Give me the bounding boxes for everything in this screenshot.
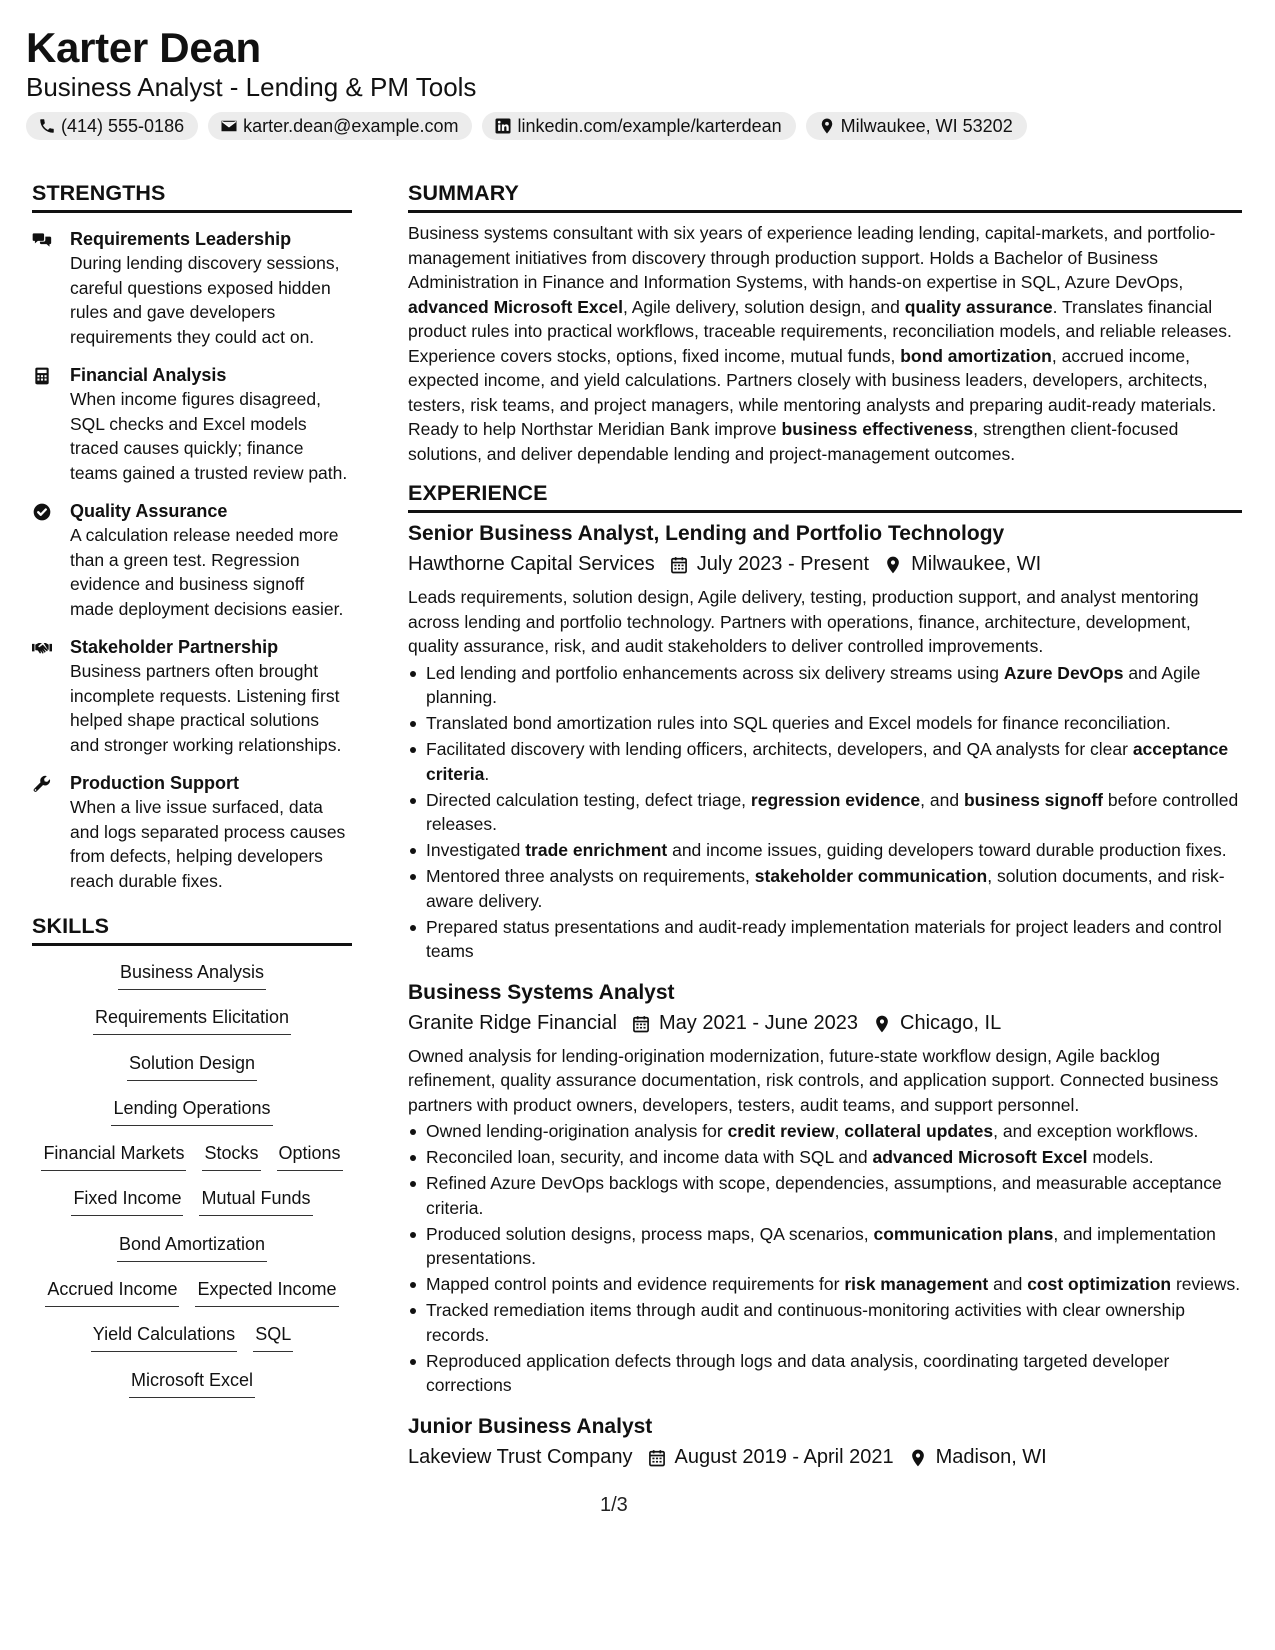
strength-desc: When income figures disagreed, SQL checks and Excel models traced causes quickly; finance teams gained a trusted review path. (70, 389, 348, 483)
candidate-name: Karter Dean (26, 24, 261, 71)
summary-heading: SUMMARY (408, 178, 1242, 213)
check-circle-icon (32, 502, 52, 522)
strength-desc: When a live issue surfaced, data and logs separated process causes from defects, helping developers reach durable fixes. (70, 797, 346, 891)
strengths-heading: STRENGTHS (32, 178, 352, 213)
bold-keyword: trade enrichment (525, 840, 668, 860)
skill-row (32, 1186, 352, 1231)
bullet-item: Reproduced application defects through logs and data analysis, coordinating targeted developer corrections (408, 1349, 1242, 1398)
strength-desc: A calculation release needed more than a green test. Regression evidence and business signoff made deployment decisions easier. (70, 525, 344, 619)
bold-keyword: communication plans (873, 1223, 1054, 1244)
strength-desc: Business partners often brought incomplete requests. Listening first helped shape practical solutions and stronger working relationships. (70, 661, 342, 755)
bullet-item: Translated bond amortization rules into SQL queries and Excel models for finance reconciliation. (408, 711, 1242, 736)
job-title: Senior Business Analyst, Lending and Portfolio Technology (408, 522, 1005, 545)
bullet-item: Directed calculation testing, defect triage, regression evidence, and business signoff before controlled releases. (408, 788, 1242, 837)
left-column (32, 178, 352, 1413)
bold-keyword: quality assurance (904, 296, 1053, 317)
experience-heading: EXPERIENCE (408, 478, 1242, 513)
bold-keyword: regression evidence (750, 789, 921, 810)
bold-keyword: stakeholder communication (754, 866, 988, 886)
bold-keyword: bond amortization (900, 345, 1052, 366)
bullet-item: Owned lending-origination analysis for credit review, collateral updates, and exception workflows. (408, 1119, 1242, 1144)
skill-row (32, 1141, 352, 1186)
map-pin-icon (818, 117, 836, 135)
email-text: karter.dean@example.com (243, 115, 459, 136)
contact-email[interactable] (208, 112, 472, 140)
job-location: Madison, WI (935, 1445, 1047, 1468)
bullet-item: Led lending and portfolio enhancements across six delivery streams using Azure DevOps and Agile planning. (408, 661, 1242, 710)
calendar-icon (631, 1013, 651, 1033)
strength-item (32, 227, 352, 349)
skills-list (32, 960, 352, 1413)
bullet-item: Reconciled loan, security, and income data with SQL and advanced Microsoft Excel models. (408, 1145, 1242, 1170)
bold-keyword: advanced Microsoft Excel (872, 1147, 1088, 1167)
bold-keyword: Azure DevOps (1003, 662, 1124, 683)
job-bullets (408, 1119, 1242, 1398)
skill-row (32, 1277, 352, 1322)
skill-tag: Solution Design (127, 1051, 257, 1081)
strength-title: Production Support (70, 773, 239, 793)
job-entry (408, 1412, 1242, 1472)
bullet-item: Investigated trade enrichment and income issues, guiding developers toward durable production fixes. (408, 838, 1242, 863)
strength-desc: During lending discovery sessions, careful questions exposed hidden rules and gave developers requirements they could act on. (70, 253, 340, 347)
skill-tag: Stocks (202, 1141, 260, 1171)
map-pin-icon (883, 554, 903, 574)
strength-title: Stakeholder Partnership (70, 637, 279, 657)
job-meta (408, 1008, 1242, 1038)
map-pin-icon (908, 1447, 928, 1467)
comments-icon (32, 230, 52, 250)
calendar-icon (669, 554, 689, 574)
skill-row (32, 1368, 352, 1413)
job-location: Milwaukee, WI (911, 553, 1042, 575)
bullet-item: Tracked remediation items through audit and continuous-monitoring activities with clear ownership records. (408, 1298, 1242, 1347)
bullet-item: Mapped control points and evidence requirements for risk management and cost optimization reviews. (408, 1272, 1242, 1297)
strength-title: Requirements Leadership (70, 229, 292, 249)
bold-keyword: cost optimization (1027, 1274, 1172, 1294)
contact-phone[interactable] (26, 112, 198, 140)
bold-keyword: credit review (727, 1121, 835, 1141)
skill-row (32, 1005, 352, 1050)
skill-tag: Expected Income (195, 1277, 338, 1307)
skill-row (32, 1322, 352, 1367)
resume-header (26, 22, 1251, 140)
job-bullets (408, 661, 1242, 964)
skill-row (32, 960, 352, 1005)
job-description: Owned analysis for lending-origination modernization, future-state workflow design, Agile backlog refinement, quality assurance documentation, risk controls, and application support. Connected business partners with product owners, developers, testers, audit teams, and support personnel. (408, 1045, 1219, 1115)
strength-item (32, 363, 352, 485)
job-entry (408, 978, 1242, 1398)
skill-tag: Lending Operations (111, 1096, 272, 1126)
page-number: 1/3 (600, 1494, 628, 1516)
job-location: Chicago, IL (900, 1011, 1002, 1034)
bold-keyword: collateral updates (844, 1121, 994, 1141)
bold-keyword: acceptance criteria (426, 739, 1229, 784)
skill-tag: Yield Calculations (91, 1322, 237, 1352)
skill-row (32, 1232, 352, 1277)
skill-tag: Requirements Elicitation (93, 1005, 291, 1035)
right-column (408, 178, 1242, 1478)
strength-item (32, 771, 352, 893)
bold-keyword: business signoff (963, 789, 1103, 810)
skill-tag: Accrued Income (45, 1277, 179, 1307)
job-entry (408, 519, 1242, 964)
wrench-icon (32, 774, 52, 794)
location-text: Milwaukee, WI 53202 (840, 115, 1013, 136)
envelope-icon (220, 117, 238, 135)
job-dates: August 2019 - April 2021 (674, 1445, 894, 1468)
bullet-item: Produced solution designs, process maps, QA scenarios, communication plans, and implementation presentations. (408, 1222, 1242, 1271)
job-title: Business Systems Analyst (408, 980, 675, 1004)
company-name: Hawthorne Capital Services (408, 553, 655, 575)
strength-title: Financial Analysis (70, 365, 227, 385)
map-pin-icon (872, 1013, 892, 1033)
job-description: Leads requirements, solution design, Agile delivery, testing, production support, and analyst mentoring across lending and portfolio technology. Partners with operations, finance, architecture, development, quality assurance, risk, and audit stakeholders to deliver controlled improvements. (408, 587, 1199, 656)
skill-tag: Options (277, 1141, 343, 1171)
strengths-list (32, 227, 352, 893)
bold-keyword: business effectiveness (781, 419, 974, 439)
handshake-icon (32, 638, 52, 658)
experience-list (408, 519, 1242, 1472)
skill-tag: Mutual Funds (199, 1186, 312, 1216)
phone-text: (414) 555-0186 (61, 115, 185, 136)
bullet-item: Prepared status presentations and audit-ready implementation materials for project leaders and control teams (408, 915, 1242, 964)
job-dates: July 2023 - Present (696, 553, 870, 575)
company-name: Lakeview Trust Company (408, 1445, 633, 1468)
headline: Business Analyst - Lending & PM Tools (26, 72, 477, 102)
skill-row (32, 1096, 352, 1141)
company-name: Granite Ridge Financial (408, 1011, 617, 1034)
skills-heading: SKILLS (32, 911, 352, 946)
contact-bar (26, 112, 1251, 140)
bold-keyword: advanced Microsoft Excel (408, 296, 623, 317)
calendar-icon (647, 1447, 667, 1467)
job-title: Junior Business Analyst (408, 1414, 653, 1438)
contact-location (806, 112, 1027, 140)
linkedin-icon (494, 117, 512, 135)
skill-tag: Fixed Income (71, 1186, 183, 1216)
skill-tag: SQL (253, 1322, 293, 1352)
summary-text: Business systems consultant with six years of experience leading lending, capital-markets, and portfolio-management initiatives from discovery through production support. Holds a Bachelor of Business Administration in Finance and Information Systems, with hands-on expertise in SQL, Azure DevOps, advanced Microsoft Excel, Agile delivery, solution design, and quality assurance. Translates financial product rules into practical workflows, traceable requirements, reconciliation models, and reliable releases. Experience covers stocks, options, fixed income, mutual funds, bond amortization, accrued income, expected income, and yield calculations. Partners closely with business leaders, developers, architects, testers, risk teams, and project managers, while mentoring analysts and preparing audit-ready materials. Ready to help Northstar Meridian Bank improve business effectiveness, strengthen client-focused solutions, and deliver dependable lending and project-management outcomes. (408, 223, 1232, 464)
contact-linkedin[interactable] (482, 112, 795, 140)
bullet-item: Facilitated discovery with lending officers, architects, developers, and QA analysts for clear acceptance criteria. (408, 737, 1242, 786)
skill-tag: Business Analysis (118, 960, 266, 990)
strength-item (32, 635, 352, 757)
linkedin-text: linkedin.com/example/karterdean (517, 115, 782, 136)
skill-tag: Microsoft Excel (129, 1368, 255, 1398)
job-meta (408, 549, 1242, 579)
calculator-icon (32, 366, 52, 386)
skill-row (32, 1051, 352, 1096)
job-dates: May 2021 - June 2023 (659, 1011, 859, 1034)
strength-item (32, 499, 352, 621)
bullet-item: Refined Azure DevOps backlogs with scope, dependencies, assumptions, and measurable acceptance criteria. (408, 1171, 1242, 1220)
bullet-item: Mentored three analysts on requirements, stakeholder communication, solution documents, and risk-aware delivery. (408, 864, 1242, 913)
bold-keyword: risk management (844, 1274, 989, 1294)
job-meta (408, 1442, 1242, 1472)
skill-tag: Financial Markets (41, 1141, 186, 1171)
skill-tag: Bond Amortization (117, 1232, 267, 1262)
phone-icon (38, 117, 56, 135)
strength-title: Quality Assurance (70, 501, 228, 521)
